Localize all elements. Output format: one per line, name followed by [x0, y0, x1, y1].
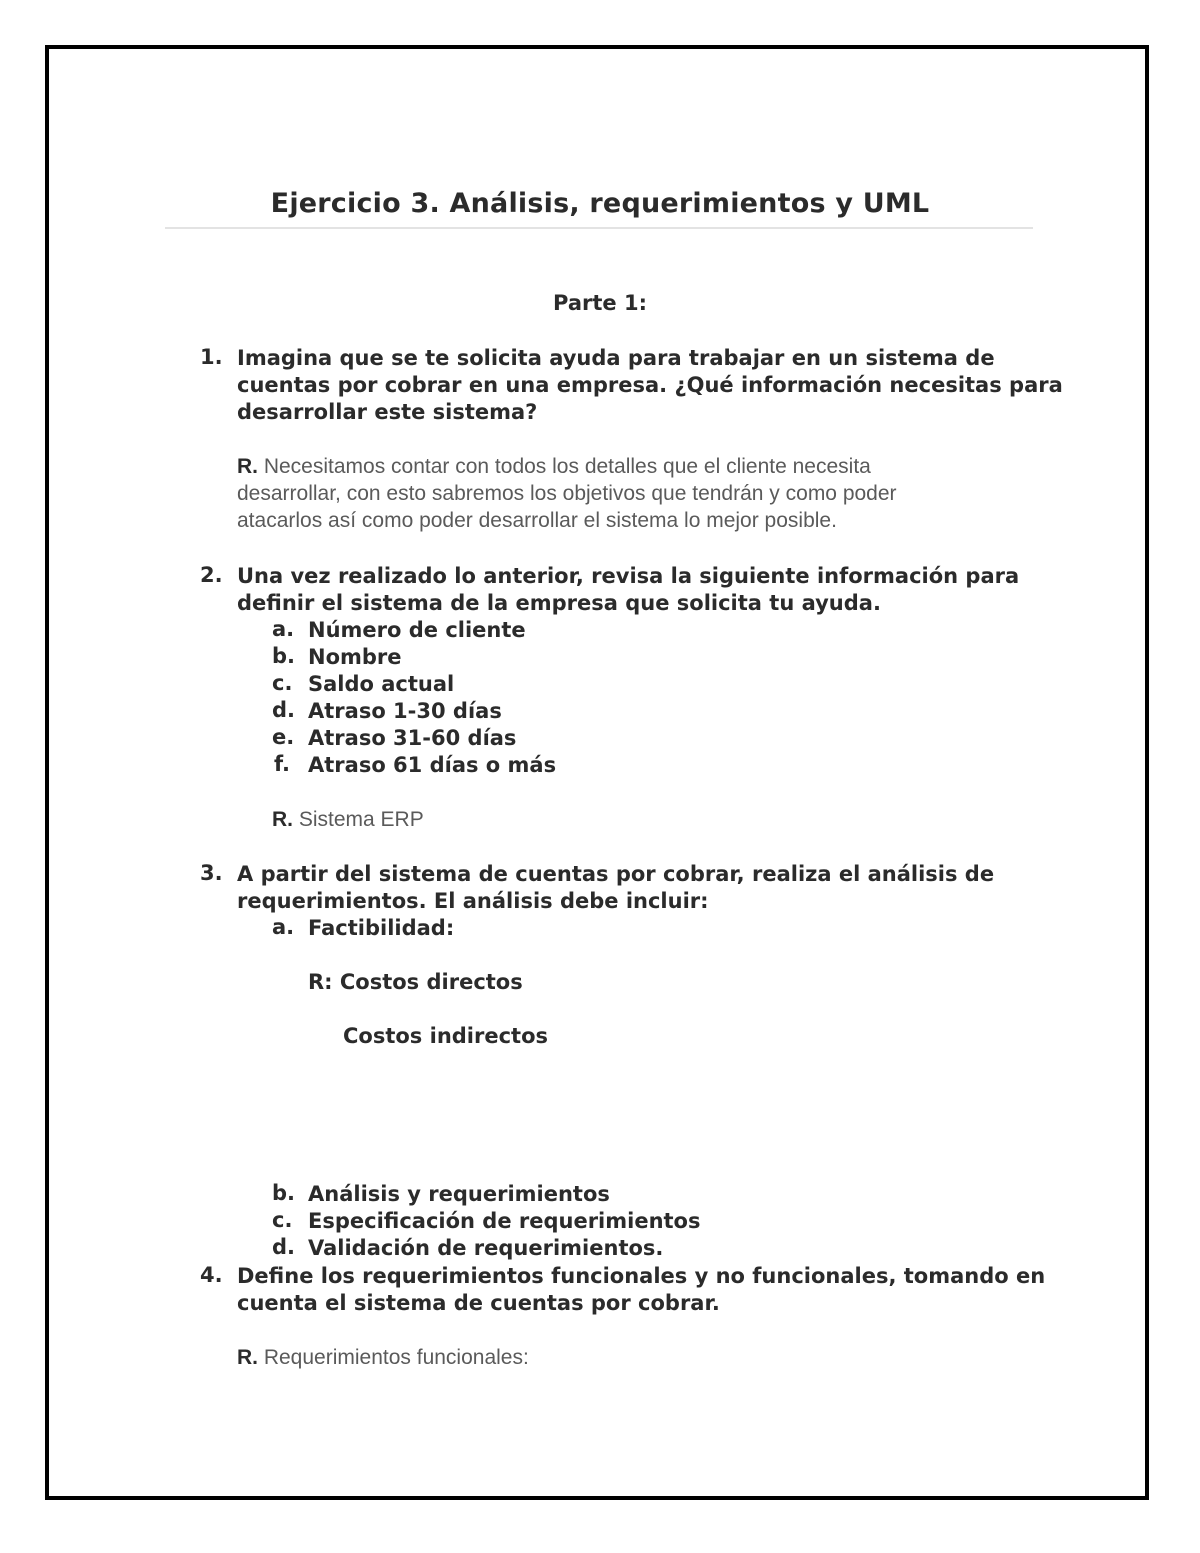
list-item-letter: f.: [274, 752, 290, 776]
answer-1-prefix: R.: [237, 455, 258, 478]
answer-2-text: Sistema ERP: [293, 808, 424, 831]
question-2-line: Una vez realizado lo anterior, revisa la siguiente información para: [237, 564, 1020, 588]
answer-1-line: atacarlos así como poder desarrollar el sistema lo mejor posible.: [237, 509, 837, 532]
list-item: Número de cliente: [308, 618, 526, 642]
list-item: Atraso 31-60 días: [308, 726, 517, 750]
answer-4: [237, 1344, 529, 1371]
question-1-line: cuentas por cobrar en una empresa. ¿Qué información necesitas para: [237, 373, 1063, 397]
answer-4-text: Requerimientos funcionales:: [258, 1346, 529, 1369]
answer-2: [272, 806, 424, 833]
question-3-text: [237, 861, 994, 915]
title-divider: [165, 227, 1033, 229]
question-1-number: 1.: [200, 345, 223, 369]
question-1-line: Imagina que se te solicita ayuda para trabajar en un sistema de: [237, 346, 995, 370]
section-subtitle: Parte 1:: [553, 291, 647, 315]
answer-1-line: Necesitamos contar con todos los detalles que el cliente necesita: [258, 455, 871, 478]
list-item: Validación de requerimientos.: [308, 1236, 664, 1260]
question-4-number: 4.: [200, 1263, 223, 1287]
list-item: Análisis y requerimientos: [308, 1182, 610, 1206]
question-1-text: [237, 345, 1063, 426]
answer-1: [237, 453, 897, 534]
answer-4-prefix: R.: [237, 1346, 258, 1369]
list-item-letter: d.: [272, 698, 296, 722]
question-2-number: 2.: [200, 563, 223, 587]
question-2-line: definir el sistema de la empresa que solicita tu ayuda.: [237, 591, 881, 615]
list-item-letter: a.: [272, 915, 295, 939]
list-item: Saldo actual: [308, 672, 455, 696]
question-3-number: 3.: [200, 861, 223, 885]
list-item: Especificación de requerimientos: [308, 1209, 701, 1233]
list-item-letter: b.: [272, 1181, 296, 1205]
list-item-letter: e.: [272, 725, 295, 749]
question-2-text: [237, 563, 1019, 617]
list-item-letter: a.: [272, 617, 295, 641]
question-3-line: requerimientos. El análisis debe incluir:: [237, 889, 709, 913]
list-item: Factibilidad:: [308, 916, 455, 940]
list-item: Atraso 1-30 días: [308, 699, 502, 723]
list-item-letter: c.: [272, 1208, 293, 1232]
question-1-line: desarrollar este sistema?: [237, 400, 538, 424]
question-4-line: cuenta el sistema de cuentas por cobrar.: [237, 1291, 720, 1315]
answer-3-line-2: Costos indirectos: [343, 1024, 549, 1048]
question-4-line: Define los requerimientos funcionales y no funcionales, tomando en: [237, 1264, 1046, 1288]
list-item-letter: c.: [272, 671, 293, 695]
list-item: Atraso 61 días o más: [308, 753, 557, 777]
list-item: Nombre: [308, 645, 402, 669]
question-4-text: [237, 1263, 1045, 1317]
question-3-line: A partir del sistema de cuentas por cobrar, realiza el análisis de: [237, 862, 995, 886]
answer-1-line: desarrollar, con esto sabremos los objetivos que tendrán y como poder: [237, 482, 897, 505]
answer-2-prefix: R.: [272, 808, 293, 831]
page-title: Ejercicio 3. Análisis, requerimientos y UML: [270, 188, 930, 219]
list-item-letter: b.: [272, 644, 296, 668]
answer-3-line-1: R: Costos directos: [308, 970, 523, 994]
list-item-letter: d.: [272, 1235, 296, 1259]
